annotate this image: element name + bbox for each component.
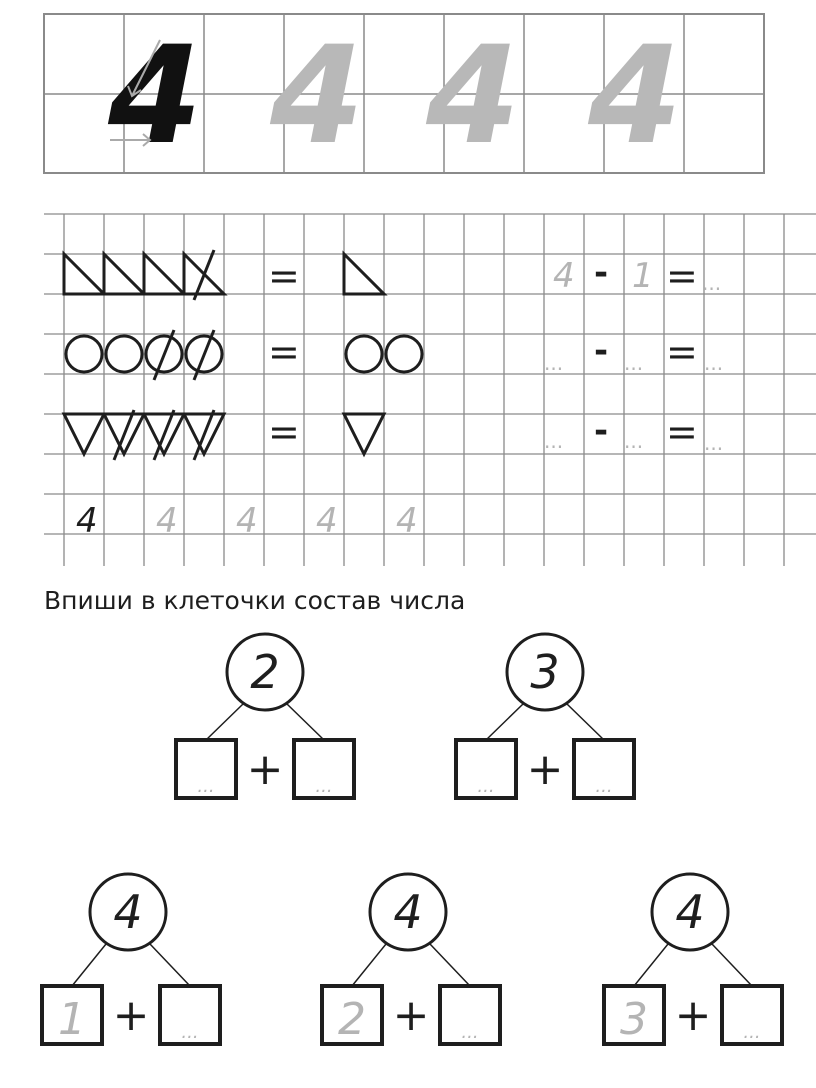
expr-a: 4 <box>553 256 575 296</box>
plus-sign: + <box>246 744 284 795</box>
left-box-value: 3 <box>620 994 648 1045</box>
expr-b: ... <box>624 429 644 453</box>
right-box-value: ... <box>595 776 613 797</box>
plus-sign: + <box>526 744 564 795</box>
row-1 <box>268 253 721 298</box>
equals-sign: = <box>268 410 300 454</box>
expr-b: ... <box>624 351 644 375</box>
composition-trees <box>42 634 782 1045</box>
expr-op: - <box>594 253 609 293</box>
copybook-digits <box>107 17 682 174</box>
down-triangle-shape <box>64 414 104 454</box>
expr-a: ... <box>544 429 564 453</box>
right-box-value: ... <box>181 1022 199 1043</box>
tree-number: 2 <box>250 645 280 699</box>
expr-op: - <box>594 411 609 451</box>
left-box-value: 1 <box>58 994 86 1045</box>
model-digit: 4 <box>108 17 202 174</box>
trace-digit: 4 <box>156 501 178 541</box>
model-digit: 4 <box>76 501 98 541</box>
plus-sign: + <box>674 990 712 1041</box>
right-box-value: ... <box>315 776 333 797</box>
expr-eq: = <box>666 254 698 298</box>
down-triangle-shape <box>344 414 384 454</box>
trace-digit: 4 <box>396 501 418 541</box>
right-box-value: ... <box>461 1022 479 1043</box>
trace-digit: 4 <box>588 17 682 174</box>
expr-a: ... <box>544 351 564 375</box>
expr-eq: = <box>666 330 698 374</box>
right-box-value: ... <box>743 1022 761 1043</box>
composition-tree <box>42 874 220 1045</box>
composition-tree <box>176 634 354 798</box>
left-box-value: ... <box>197 776 215 797</box>
right-triangle-shape <box>344 254 384 294</box>
expr-op: - <box>594 331 609 371</box>
expr-result: ... <box>704 351 724 375</box>
plus-sign: + <box>392 990 430 1041</box>
left-box-value: 2 <box>338 994 366 1045</box>
right-triangle-shape <box>64 254 104 294</box>
shape-rows <box>64 250 422 460</box>
plus-sign: + <box>112 990 150 1041</box>
expr-b: 1 <box>632 256 654 296</box>
equals-sign: = <box>268 330 300 374</box>
circle-shape <box>66 336 102 372</box>
trace-digit: 4 <box>316 501 338 541</box>
tree-number: 4 <box>393 885 423 939</box>
instruction-text: Впиши в клеточки состав числа <box>44 586 466 615</box>
circle-shape <box>346 336 382 372</box>
right-triangle-shape <box>104 254 144 294</box>
trace-digit: 4 <box>270 17 364 174</box>
composition-tree <box>456 634 634 798</box>
left-box-value: ... <box>477 776 495 797</box>
trace-digit: 4 <box>426 17 520 174</box>
row-3 <box>268 410 723 455</box>
trace-digit: 4 <box>236 501 258 541</box>
tree-number: 4 <box>675 885 705 939</box>
row-2 <box>268 330 723 375</box>
expr-result: ... <box>704 431 724 455</box>
composition-tree <box>322 874 500 1045</box>
equals-sign: = <box>268 254 300 298</box>
circle-shape <box>386 336 422 372</box>
circle-shape <box>106 336 142 372</box>
composition-tree <box>604 874 782 1045</box>
tree-number: 4 <box>113 885 143 939</box>
tree-number: 3 <box>530 645 560 699</box>
writing-row <box>76 501 418 541</box>
right-triangle-shape <box>144 254 184 294</box>
expr-eq: = <box>666 410 698 454</box>
expr-result: ... <box>702 271 722 295</box>
